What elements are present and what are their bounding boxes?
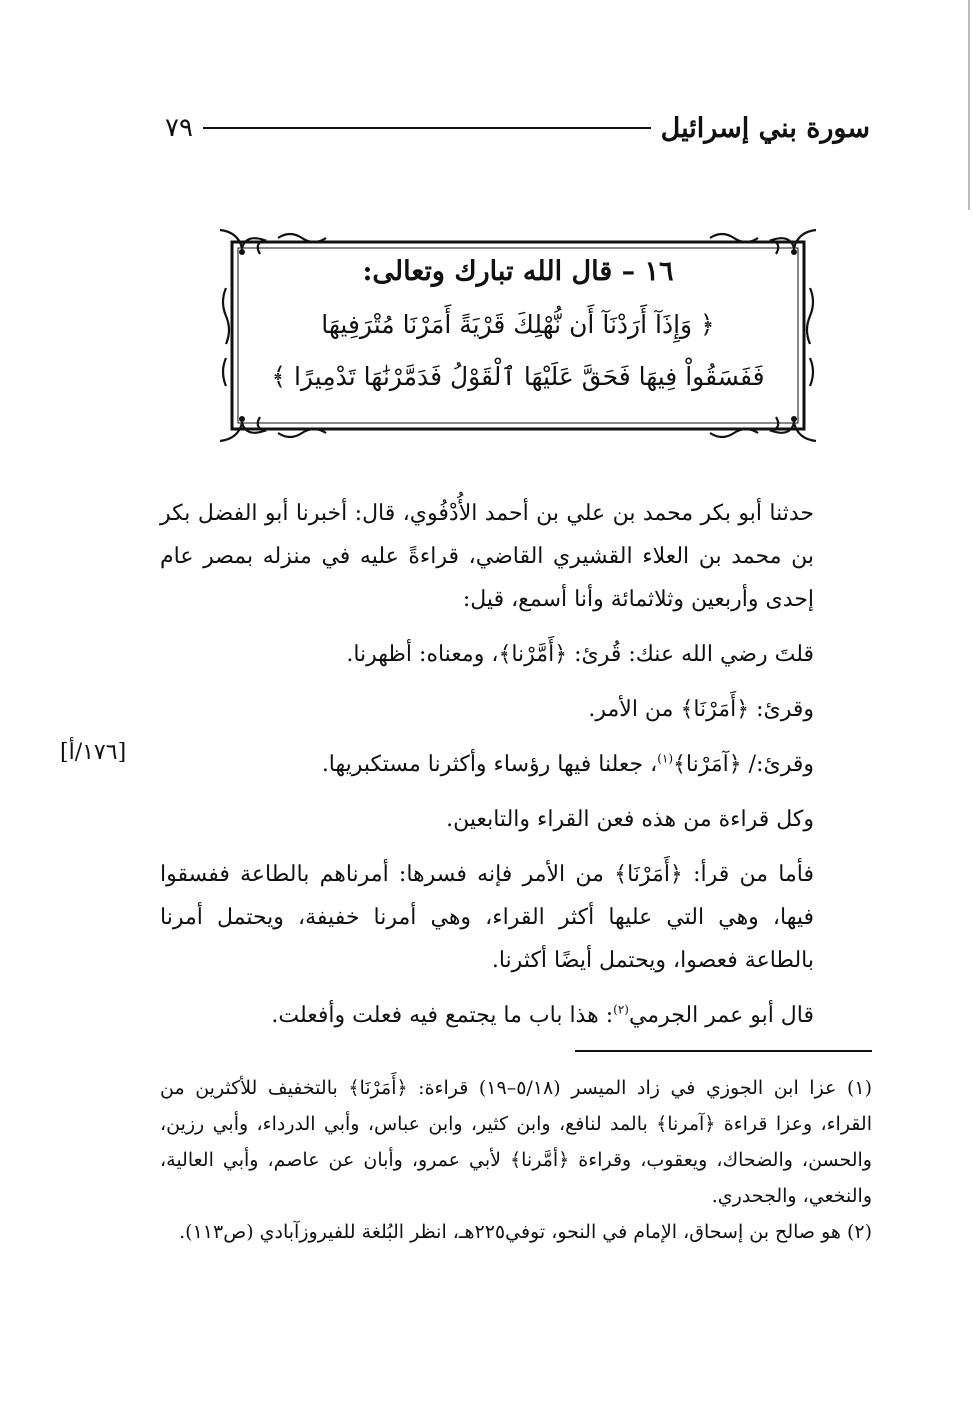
section-heading: ١٦ – قال الله تبارك وتعالى: — [362, 256, 674, 287]
footnote-ref-1: (١) — [657, 751, 674, 766]
paragraph-reading-3 — [160, 743, 872, 786]
footnotes — [160, 1070, 872, 1250]
quran-verse-line-1: ﴿ وَإِذَآ أَرَدْنَآ أَن نُّهْلِكَ قَرْيَةً أَمَرْنَا مُتْرَفِيهَا — [321, 310, 715, 339]
running-header — [165, 108, 870, 148]
scan-edge-line — [968, 0, 970, 210]
footnote-2: (٢) هو صالح بن إسحاق، الإمام في النحو، توفي٢٢٥هـ، انظر البُلغة للفيروزآبادي (ص١١٣). — [179, 1221, 872, 1243]
paragraph-isnad: حدثنا أبو بكر محمد بن علي بن أحمد الأُدْفُوي، قال: أخبرنا أبو الفضل بكر بن محمد بن العلاء القشيري القاضي، قراءةً عليه في منزله بمصر عام إحدى وأربعين وثلاثمائة وأنا أسمع، قيل: — [160, 501, 814, 612]
paragraph-reading-2: وقرئ: ﴿أَمَرْنَا﴾ من الأمر. — [588, 697, 814, 722]
reading-3-text-a: وقرئ:/ ﴿آمَرْنا﴾ — [673, 752, 814, 777]
paragraph-reading-1: قلتَ رضي الله عنك: قُرئ: ﴿أَمَّرْنا﴾، ومعناه: أظهرنا. — [346, 642, 814, 667]
jarmi-text-a: قال أبو عمر الجرمي — [628, 1003, 814, 1028]
jarmi-text-b: : هذا باب ما يجتمع فيه فعلت وأفعلت. — [271, 1003, 614, 1028]
manuscript-folio-note: [١٧٦/أ] — [60, 740, 127, 765]
page-number: ٧٩ — [165, 113, 193, 143]
main-text — [160, 492, 872, 1037]
footnote-1: (١) عزا ابن الجوزي في زاد الميسر (٥/١٨–١٩) قراءة: ﴿أَمَرْنَا﴾ بالتخفيف للأكثرين من القراء، وعزا قراءة ﴿آمرنا﴾ بالمد لنافع، وابن كثير، وابن عباس، وأبي الدرداء، وأبي رزين، والحسن، والضحاك، ويعقوب، وقراءة ﴿أمَّرنا﴾ لأبي عمرو، وأبان عن عاصم، وأبي العالية، والنخعي، والجحدري. — [160, 1077, 873, 1207]
chapter-title: سورة بني إسرائيل — [660, 112, 870, 144]
footnote-ref-2: (٢) — [613, 1002, 629, 1017]
paragraph-explanation: فأما من قرأ: ﴿أَمَرْنَا﴾ من الأمر فإنه فسرها: أمرناهم بالطاعة ففسقوا فيها، وهي التي عليها أكثر القراء، وهي أمرنا خفيفة، ويحتمل أمرنا بالطاعة فعصوا، ويحتمل أيضًا أكثرنا. — [160, 862, 814, 973]
frame-content — [248, 256, 788, 403]
reading-3-text-b: ، جعلنا فيها رؤساء وأكثرنا مستكبريها. — [321, 752, 658, 777]
paragraph-jarmi — [160, 994, 872, 1037]
header-rule — [203, 127, 651, 129]
footnote-separator — [575, 1050, 872, 1052]
quran-verse-line-2: فَفَسَقُواْ فِيهَا فَحَقَّ عَلَيْهَا ٱلْقَوْلُ فَدَمَّرْنَٰهَا تَدْمِيرًا ﴾ — [271, 362, 765, 391]
paragraph-readers: وكل قراءة من هذه فعن القراء والتابعين. — [446, 807, 814, 832]
ornamental-verse-frame — [218, 228, 818, 443]
